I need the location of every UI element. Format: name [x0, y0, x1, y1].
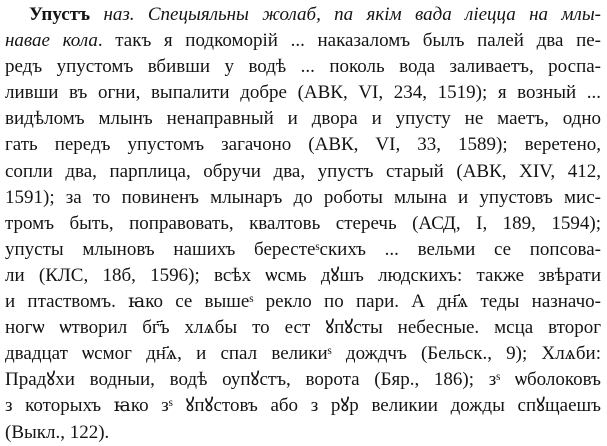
- entry-line: [5, 54, 601, 80]
- citation-text: редъ упустомъ вбивши у водѣ ... поколь вода заливаетъ, роспа-: [5, 56, 601, 78]
- entry-line: [5, 237, 601, 263]
- entry-line: [5, 289, 601, 315]
- entry-line: [5, 185, 601, 211]
- citation-text: упусты млыновъ нашихъ берестеˢскихъ ... вельми се попсова-: [5, 238, 601, 260]
- definition-text: наз. Спецыяльны жолаб, па якім вада ліецца на млы-: [103, 4, 602, 25]
- citation-text: и птаствомъ. ꙗко се вышеˢ рекло по пари. А дн҃ѧ теды назначо-: [5, 291, 601, 313]
- dictionary-entry: [5, 2, 601, 446]
- entry-line: [5, 106, 601, 132]
- citation-text: видѣломъ млынъ ненаправный и двора и упусту не маетъ, одно: [5, 108, 601, 130]
- citation-text: ли (КЛС, 18б, 1596); всѣх ѡсмь дꙋшъ людскихъ: также звѣрати: [5, 264, 601, 286]
- citation-text: ливши въ огни, выпалити добре (АВК, VI, 234, 1519); я возный ...: [5, 82, 601, 104]
- entry-line: [5, 315, 601, 341]
- citation-text: двадцат ѡсмог дн҃ѧ, и спал великиˢ дождчъ (Бельск., 9); Хлѧби:: [5, 343, 601, 365]
- entry-line: [5, 132, 601, 158]
- definition-text: навае кола: [5, 30, 98, 52]
- entry-line: [5, 341, 601, 367]
- citation-text: [90, 4, 103, 25]
- entry-line: [5, 159, 601, 185]
- citation-text: ногѡ ѡтворил бг҃ъ хлѧбы то ест ꙋпꙋсты небесные. мсца второг: [5, 317, 601, 339]
- citation-text: тромъ быть, поправовать, квалтовь стеречь (АСД, I, 189, 1594);: [5, 212, 601, 234]
- entry-line: [5, 211, 601, 237]
- entry-line: [5, 420, 601, 446]
- citation-text: 1591); за то повиненъ млынаръ до роботы млына и упустовъ мис-: [5, 186, 601, 208]
- entry-line: [5, 80, 601, 106]
- entry-line: [5, 263, 601, 289]
- entry-line: [5, 367, 601, 393]
- citation-text: сопли два, парплица, обручи два, упустъ старый (АВК, XIV, 412,: [5, 160, 601, 182]
- citation-text: з которыхъ ꙗко зˢ ꙋпꙋстовъ або з рꙋр великии дожды спꙋщаешъ: [5, 395, 601, 417]
- entry-line: [5, 393, 601, 419]
- citation-text: Прадꙋхи водныи, водѣ оупꙋстъ, ворота (Бяр., 186); зˢ ѡболоковъ: [5, 369, 601, 391]
- citation-text: гать передъ упустомъ загачоно (АВК, VI, 33, 1589); веретено,: [5, 134, 601, 156]
- entry-line: [5, 28, 601, 54]
- citation-text: (Выкл., 122).: [5, 421, 110, 443]
- headword: Упустъ: [29, 4, 91, 25]
- entry-line: [5, 2, 601, 28]
- citation-text: . такъ я подкоморій ... наказаломъ былъ палей два пе-: [97, 30, 601, 52]
